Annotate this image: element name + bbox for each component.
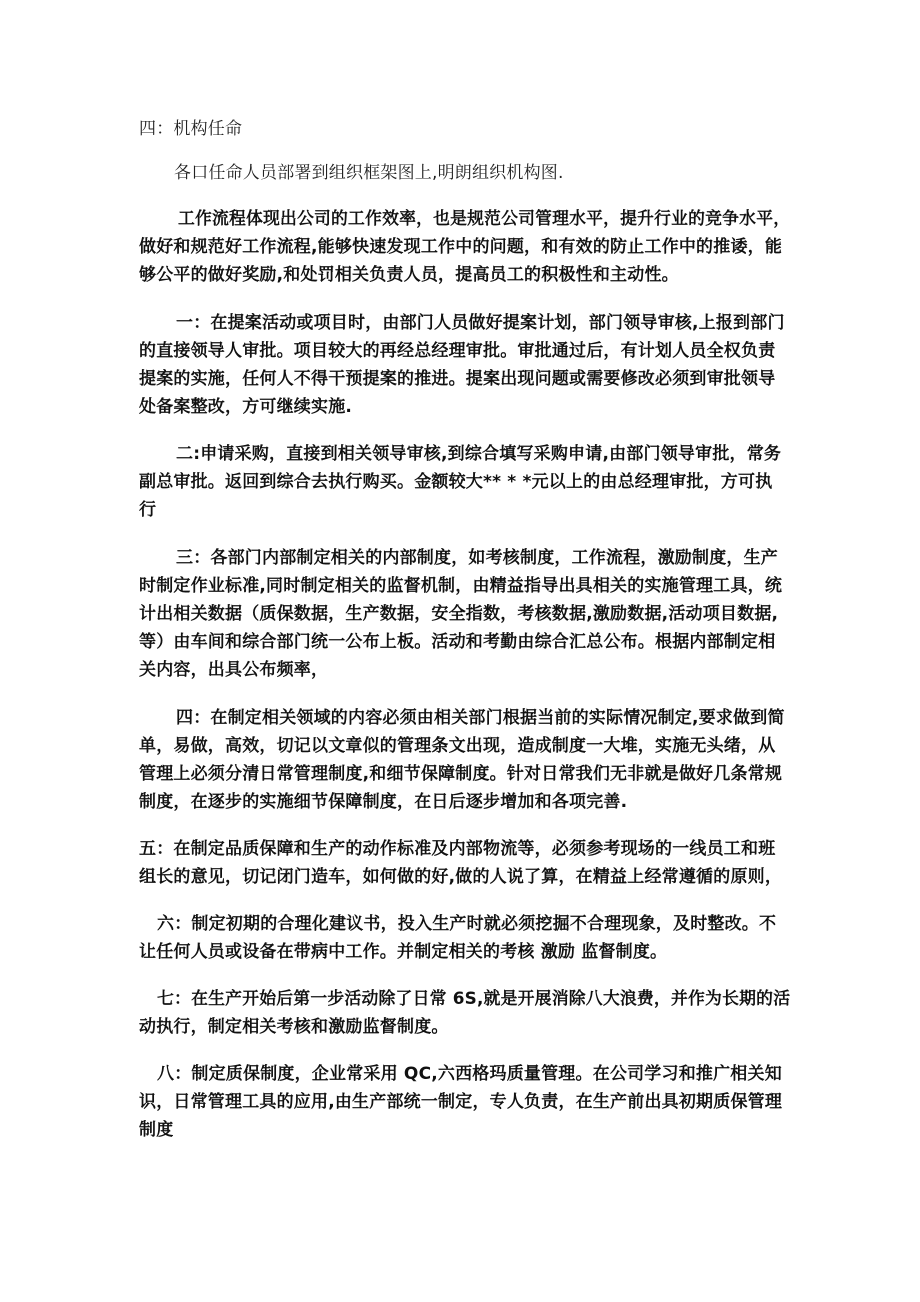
paragraph-line: 副总审批。返回到综合去执行购买。金额较大** * *元以上的由总经理审批，方可执 bbox=[139, 472, 773, 492]
intro-paragraph: 各口任命人员部署到组织框架图上,明朗组织机构图. bbox=[174, 163, 564, 183]
paragraph-line: 提案的实施，任何人不得干预提案的推进。提案出现问题或需要修改必须到审批领导 bbox=[139, 369, 776, 389]
paragraph-line: 一：在提案活动或项目时，由部门人员做好提案计划，部门领导审核,上报到部门 bbox=[176, 313, 785, 333]
paragraph-line: 等）由车间和综合部门统一公布上板。活动和考勤由综合汇总公布。根据内部制定相 bbox=[139, 632, 776, 652]
paragraph-line: 处备案整改，方可继续实施. bbox=[139, 397, 353, 417]
paragraph-line: 五：在制定品质保障和生产的动作标准及内部物流等，必须参考现场的一线员工和班 bbox=[139, 839, 776, 859]
paragraph-line: 识，日常管理工具的应用,由生产部统一制定，专人负责，在生产前出具初期质保管理 bbox=[139, 1092, 783, 1112]
paragraph-line: 做好和规范好工作流程,能够快速发现工作中的问题，和有效的防止工作中的推诿，能 bbox=[139, 237, 783, 257]
paragraph-line: 二:申请采购，直接到相关领导审核,到综合填写采购申请,由部门领导审批，常务 bbox=[176, 444, 782, 464]
paragraph-line: 制度 bbox=[139, 1120, 174, 1140]
paragraph-line: 管理上必须分清日常管理制度,和细节保障制度。针对日常我们无非就是做好几条常规 bbox=[139, 764, 783, 784]
paragraph-line: 让任何人员或设备在带病中工作。并制定相关的考核 激励 监督制度。 bbox=[139, 942, 668, 962]
paragraph-line: 工作流程体现出公司的工作效率，也是规范公司管理水平，提升行业的竞争水平， bbox=[178, 209, 791, 229]
paragraph-line: 行 bbox=[139, 500, 157, 520]
paragraph-line: 八：制定质保制度，企业常采用 QC,六西格玛质量管理。在公司学习和推广相关知 bbox=[157, 1064, 782, 1084]
paragraph-line: 的直接领导人审批。项目较大的再经总经理审批。审批通过后，有计划人员全权负责 bbox=[139, 341, 776, 361]
paragraph-line: 六：制定初期的合理化建议书，投入生产时就必须挖掘不合理现象，及时整改。不 bbox=[157, 914, 777, 934]
paragraph-line: 关内容，出具公布频率， bbox=[139, 660, 329, 680]
section-heading: 四：机构任命 bbox=[139, 119, 243, 139]
paragraph-line: 组长的意见，切记闭门造车，如何做的好,做的人说了算，在精益上经常遵循的原则， bbox=[139, 867, 783, 887]
paragraph-line: 制度，在逐步的实施细节保障制度，在日后逐步增加和各项完善. bbox=[139, 792, 628, 812]
paragraph-line: 单，易做，高效，切记以文章似的管理条文出现，造成制度一大堆，实施无头绪，从 bbox=[139, 736, 776, 756]
paragraph-line: 四：在制定相关领域的内容必须由相关部门根据当前的实际情况制定,要求做到简 bbox=[176, 708, 785, 728]
paragraph-line: 时制定作业标准,同时制定相关的监督机制，由精益指导出具相关的实施管理工具，统 bbox=[139, 576, 783, 596]
paragraph-line: 够公平的做好奖励,和处罚相关负责人员，提高员工的积极性和主动性。 bbox=[139, 265, 679, 285]
paragraph-line: 动执行，制定相关考核和激励监督制度。 bbox=[139, 1017, 449, 1037]
paragraph-line: 计出相关数据（质保数据，生产数据，安全指数，考核数据,激励数据,活动项目数据, bbox=[139, 604, 779, 624]
paragraph-line: 七：在生产开始后第一步活动除了日常 6S,就是开展消除八大浪费，并作为长期的活 bbox=[157, 989, 791, 1009]
paragraph-line: 三：各部门内部制定相关的内部制度，如考核制度，工作流程，激励制度，生产 bbox=[176, 548, 778, 568]
